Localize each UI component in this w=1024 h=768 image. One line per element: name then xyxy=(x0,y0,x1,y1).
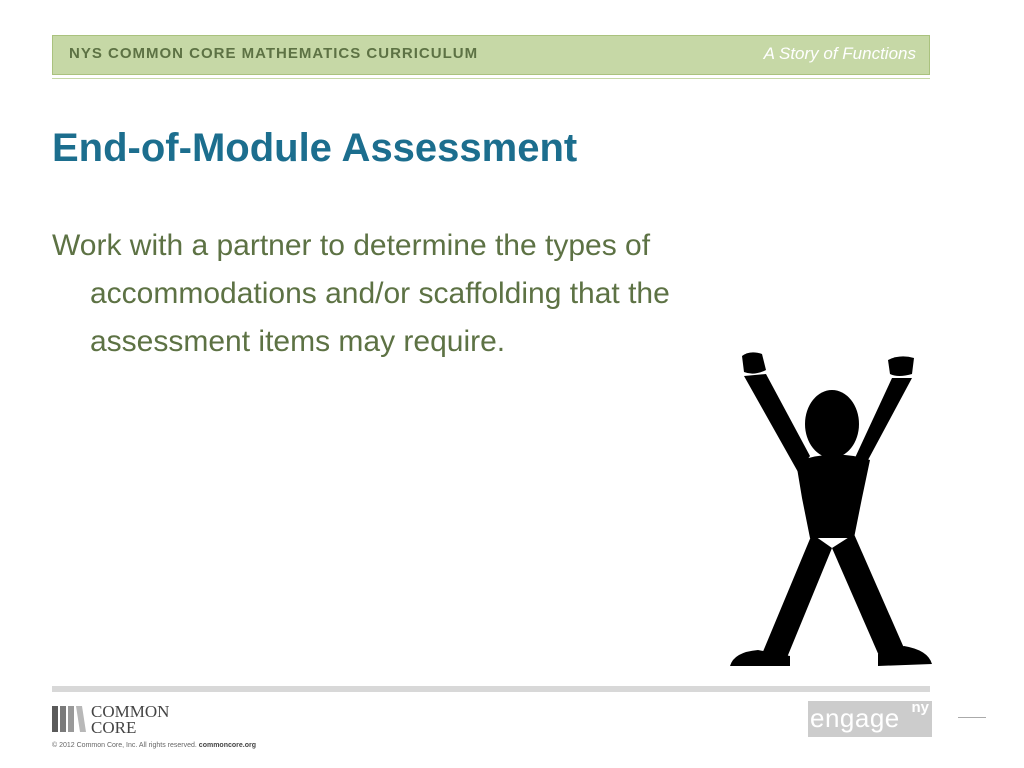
footer-divider xyxy=(52,686,930,692)
common-core-logo xyxy=(52,704,192,736)
books-icon xyxy=(52,706,86,732)
person-arms-raised-icon xyxy=(728,348,934,670)
engage-ny-logo xyxy=(808,701,932,737)
footer-site-link[interactable]: commoncore.org xyxy=(198,742,256,749)
side-divider xyxy=(958,717,986,718)
body-text: Work with a partner to determine the types of accommodations and/or scaffolding that the assessment items may require. xyxy=(52,229,670,358)
header-curriculum-label: NYS COMMON CORE MATHEMATICS CURRICULUM xyxy=(69,45,479,62)
logo-word-common: COMMON xyxy=(91,702,170,721)
copyright-text: © 2012 Common Core, Inc. All rights reserved. xyxy=(52,742,197,749)
header-divider xyxy=(52,78,930,79)
slide-title: End-of-Module Assessment xyxy=(52,126,578,170)
engage-logo-word: engage xyxy=(810,703,900,733)
header-series-label: A Story of Functions xyxy=(763,44,916,63)
copyright-notice xyxy=(52,742,256,749)
header-bar xyxy=(52,35,930,75)
engage-logo-ny: ny xyxy=(911,699,929,716)
logo-word-core: CORE xyxy=(91,718,137,737)
